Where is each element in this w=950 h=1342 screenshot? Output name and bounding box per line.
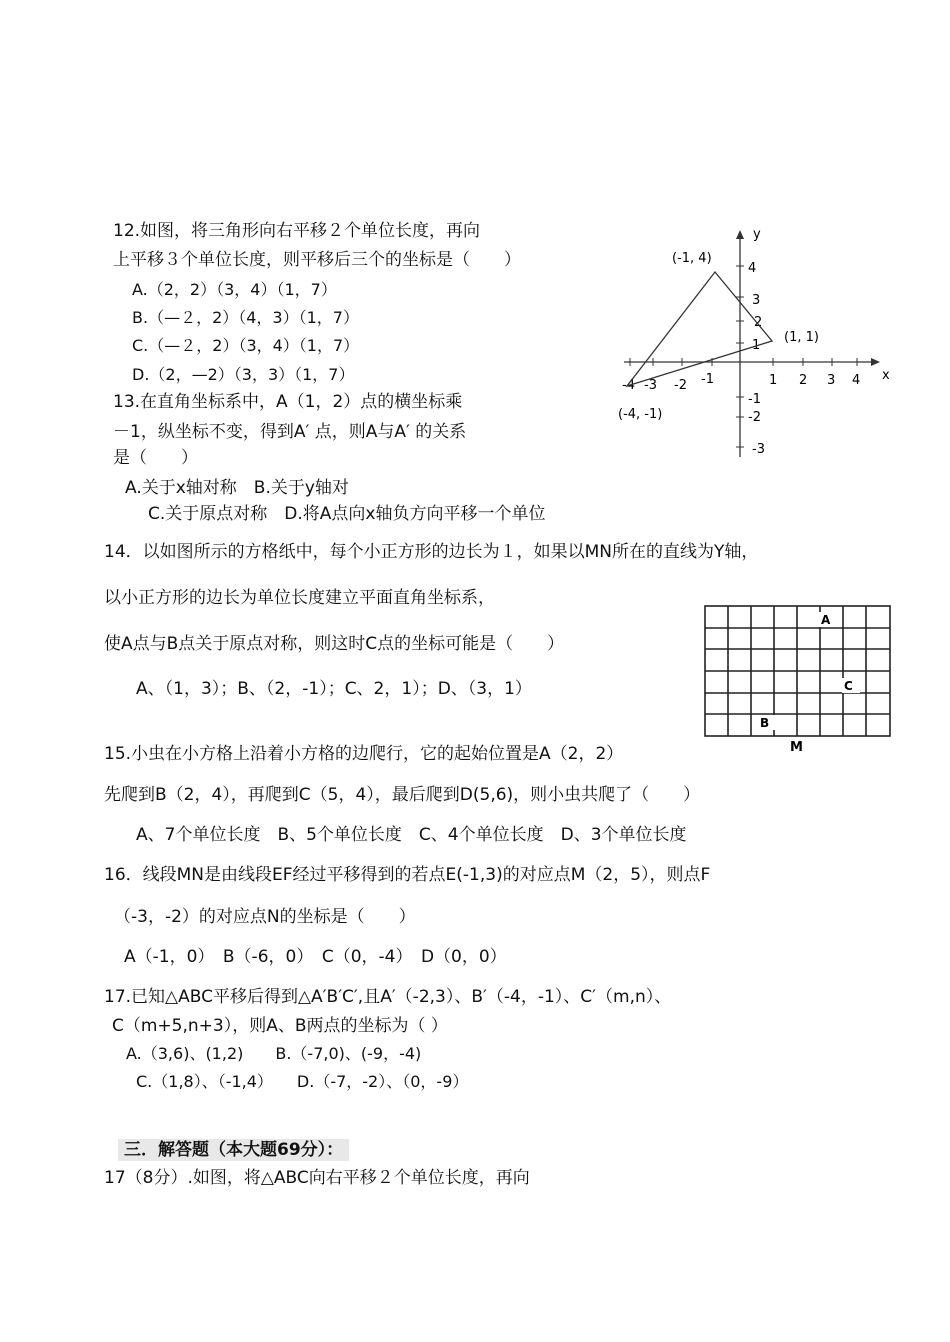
q16-line2: （-3，-2）的对应点N的坐标是（ ） [114,907,416,927]
q15-line1: 15.小虫在小方格上沿着小方格的边爬行，它的起始位置是A（2，2） [104,744,624,764]
q12-option-a: A.（2，2）（3，4）（1，7） [132,280,337,299]
q14-line2: 以小正方形的边长为单位长度建立平面直角坐标系， [104,588,495,608]
point-label-right: (1, 1) [784,330,819,345]
q16-line1: 16．线段MN是由线段EF经过平移得到的若点E(-1,3)的对应点M（2，5），则点F [104,865,711,885]
point-label-left: (-4, -1) [618,407,663,422]
q15-line2: 先爬到B（2，4），再爬到C（5，4），最后爬到D(5,6)，则小虫共爬了（ ） [104,785,701,805]
q12-option-c: C.（—２，2）（3，4）（1，7） [132,336,360,355]
q13-line3: 是（ ） [113,448,198,468]
q17-line2: C（m+5,n+3），则A、B两点的坐标为（ ） [112,1016,448,1036]
q12-option-d: D.（2，—2）（3，3）（1，7） [132,365,355,384]
x-tick-label: -3 [644,378,657,393]
x-tick-label: 4 [852,373,861,388]
q13-line1: 13.在直角坐标系中，A（1，2）点的横坐标乘 [113,392,463,412]
q16-options: A（-1，0） B（-6，0） C（0，-4） D（0，0） [124,947,507,967]
coordinate-figure [610,222,910,467]
y-tick-label: 2 [754,315,763,330]
section-heading: 三．解答题（本大题69分）： [118,1139,349,1161]
q15-options: A、7个单位长度 B、5个单位长度 C、4个单位长度 D、3个单位长度 [136,825,687,845]
grid-label-c: C [844,679,853,693]
x-axis-arrow [871,358,880,366]
point-label-top: (-1, 4) [672,251,712,266]
x-tick-label: 2 [799,373,808,388]
grid-label-m: M [790,740,803,755]
grid-label-a: A [821,613,831,627]
x-tick-label: -1 [701,372,714,387]
y-tick-label: -3 [752,442,765,457]
q12-option-b: B.（—２，2）（4，3）（1，7） [132,308,359,327]
q13-line2: －1，纵坐标不变，得到A′ 点，则A与A′ 的关系 [113,422,467,442]
q17-options-ab: A.（3,6)、(1,2) B.（-7,0)、(-9，-4) [126,1044,422,1063]
y-tick-label: 4 [748,261,757,276]
x-tick-label: 1 [769,373,778,388]
y-axis-label: y [753,227,761,242]
q14-line1: 14．以如图所示的方格纸中，每个小正方形的边长为１，如果以MN所在的直线为Y轴， [104,542,759,562]
y-tick-label: -1 [748,392,761,407]
section3-q17-line: 17（8分）.如图，将△ABC向右平移２个单位长度，再向 [104,1168,530,1188]
q12-line1: 12.如图，将三角形向右平移２个单位长度，再向 [113,221,481,241]
x-tick-label: -4 [622,378,635,393]
y-tick-label: -2 [748,410,761,425]
y-tick-label: 3 [752,293,761,308]
y-axis-arrow [736,230,744,239]
q17-options-cd: C.（1,8）、（-1,4） D.（-7，-2）、（0，-9） [136,1072,469,1091]
grid-figure [695,590,915,755]
x-tick-label: -2 [674,378,687,393]
q17-line1: 17.已知△ABC平移后得到△A′B′C′,且A′（-2,3）、B′（-4，-1）、C′（m,n）、 [104,987,672,1007]
q14-line3: 使A点与B点关于原点对称，则这时C点的坐标可能是（ ） [104,634,565,654]
x-tick-label: 3 [827,373,836,388]
q13-options-cd: C.关于原点对称 D.将A点向x轴负方向平移一个单位 [148,504,546,524]
q12-line2: 上平移３个单位长度，则平移后三个的坐标是（ ） [113,250,521,270]
q13-options-ab: A.关于x轴对称 B.关于y轴对 [125,478,349,498]
y-tick-label: 1 [752,338,761,353]
q14-options: A、（1，3）；B、（2，-1）；C、2，1）；D、（3，1） [136,679,532,699]
x-axis-label: x [882,368,890,383]
triangle [627,272,772,386]
grid-label-b: B [760,716,770,730]
